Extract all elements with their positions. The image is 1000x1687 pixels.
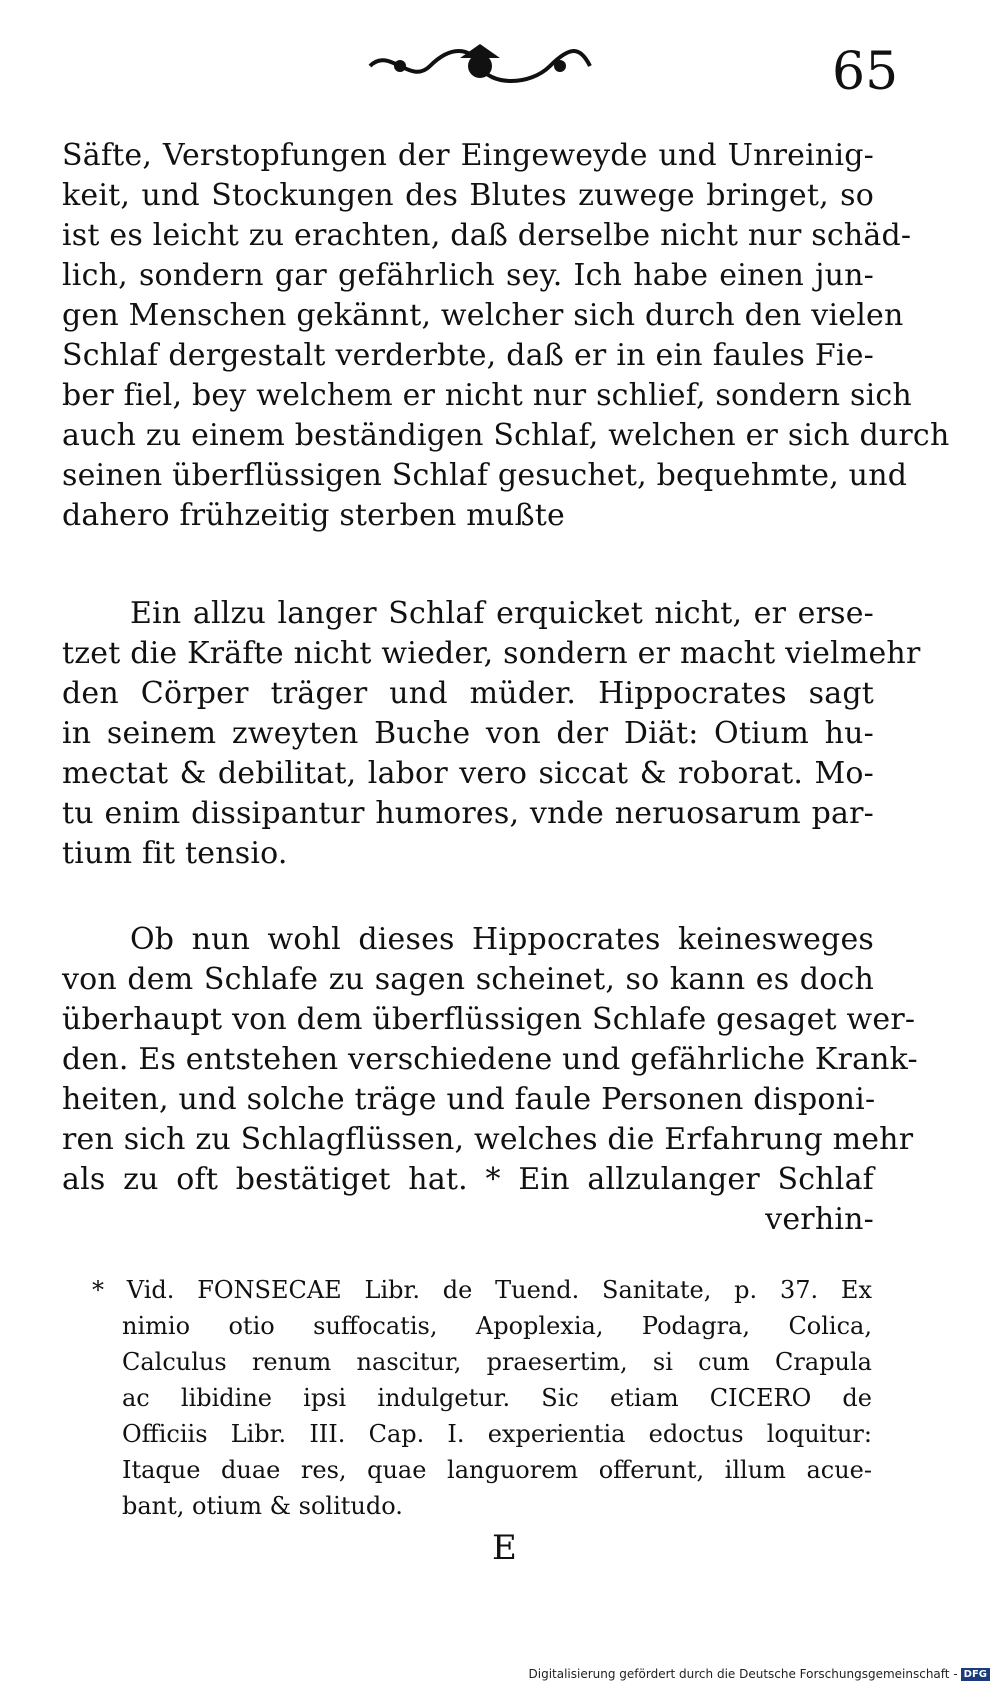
page-number: 65 (832, 42, 899, 102)
text-line: tzet die Kräfte nicht wieder, sondern er macht vielmehr (62, 636, 921, 671)
text-line: ber fiel, bey welchem er nicht nur schlief, sondern sich (62, 378, 912, 413)
footnote (92, 1272, 872, 1524)
text-line: Säfte, Verstopfungen der Eingeweyde und Unreinig- (62, 138, 874, 173)
paragraph-1 (62, 136, 950, 536)
text-line: den. Es entstehen verschiedene und gefährliche Krank- (62, 1042, 918, 1077)
paragraph-3 (62, 920, 918, 1240)
text-line: Ob nun wohl dieses Hippocrates keinesweges (130, 922, 874, 957)
text-line: lich, sondern gar gefährlich sey. Ich habe einen jun- (62, 258, 874, 293)
dfg-logo: DFG (961, 1668, 990, 1681)
footnote-line: * Vid. FONSECAE Libr. de Tuend. Sanitate, p. 37. Ex (92, 1276, 872, 1304)
footnote-line: Officiis Libr. III. Cap. I. experientia edoctus loquitur: (122, 1420, 872, 1448)
digitization-credit (529, 1667, 991, 1681)
text-line: den Cörper träger und müder. Hippocrates sagt (62, 676, 874, 711)
text-line: tium fit tensio. (62, 836, 288, 871)
text-line: auch zu einem beständigen Schlaf, welchen er sich durch (62, 418, 950, 453)
footnote-line: Calculus renum nascitur, praesertim, si cum Crapula (122, 1348, 872, 1376)
text-line: als zu oft bestätiget hat. * Ein allzulanger Schlaf (62, 1162, 874, 1197)
text-line: dahero frühzeitig sterben mußte (62, 498, 565, 533)
footnote-line: bant, otium & solitudo. (122, 1492, 403, 1520)
text-line: in seinem zweyten Buche von der Diät: Otium hu- (62, 716, 874, 751)
text-line: mectat & debilitat, labor vero siccat & roborat. Mo- (62, 756, 874, 791)
text-line: Ein allzu langer Schlaf erquicket nicht, er erse- (130, 596, 874, 631)
text-line: Schlaf dergestalt verderbte, daß er in ein faules Fie- (62, 338, 874, 373)
text-line: keit, und Stockungen des Blutes zuwege bringet, so (62, 178, 874, 213)
text-line: ist es leicht zu erachten, daß derselbe nicht nur schäd- (62, 218, 912, 253)
text-line: heiten, und solche träge und faule Personen disponi- (62, 1082, 876, 1117)
paragraph-2 (62, 594, 921, 874)
footnote-line: Itaque duae res, quae languorem offerunt, illum acue- (122, 1456, 872, 1484)
credit-text: Digitalisierung gefördert durch die Deutsche Forschungsgemeinschaft - (528, 1667, 958, 1681)
footnote-line: nimio otio suffocatis, Apoplexia, Podagra, Colica, (122, 1312, 872, 1340)
text-line: tu enim dissipantur humores, vnde neruosarum par- (62, 796, 874, 831)
text-line: ren sich zu Schlagflüssen, welches die Erfahrung mehr (62, 1122, 914, 1157)
catchword: verhin- (765, 1202, 874, 1237)
text-line: seinen überflüssigen Schlaf gesuchet, bequehmte, und (62, 458, 908, 493)
text-line: überhaupt von dem überflüssigen Schlafe gesaget wer- (62, 1002, 916, 1037)
text-line: gen Menschen gekännt, welcher sich durch den vielen (62, 298, 904, 333)
headpiece-ornament-icon (360, 36, 600, 96)
signature-mark: E (492, 1528, 517, 1568)
text-line: von dem Schlafe zu sagen scheinet, so kann es doch (62, 962, 874, 997)
footnote-line: ac libidine ipsi indulgetur. Sic etiam CICERO de (122, 1384, 872, 1412)
